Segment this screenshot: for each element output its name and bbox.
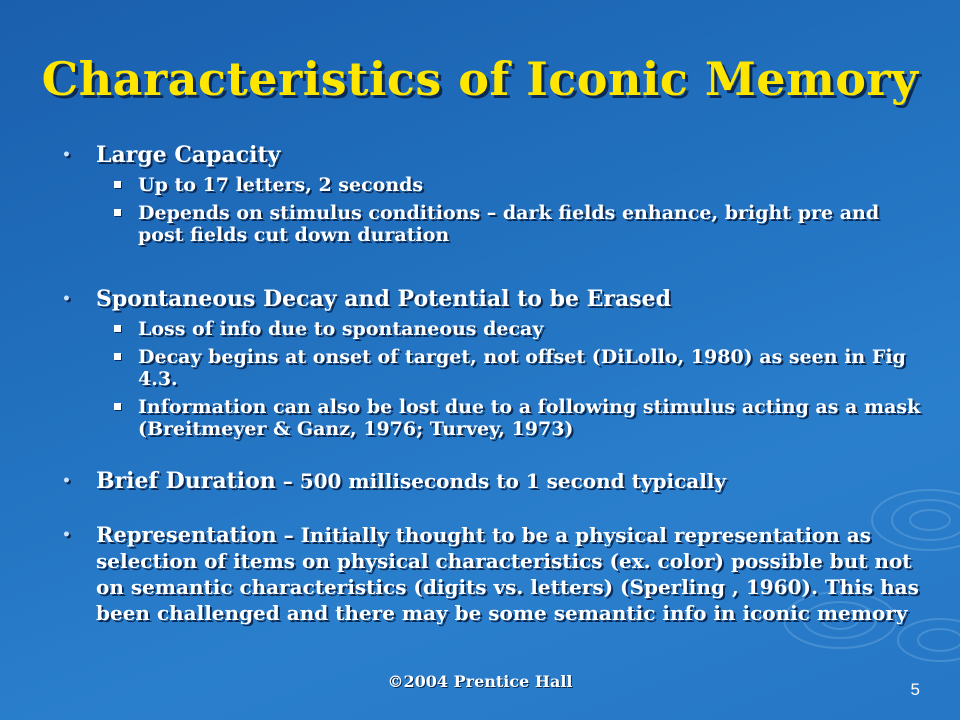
- bullet-dot: •: [62, 527, 71, 543]
- section-heading: Spontaneous Decay and Potential to be Erased: [96, 286, 672, 312]
- section-brief-duration: [62, 468, 922, 494]
- square-bullet-icon: [114, 353, 121, 360]
- list-item: Depends on stimulus conditions – dark fields enhance, bright pre and post fields cut down duration: [62, 202, 922, 246]
- bullet-dot: •: [62, 291, 71, 307]
- section-heading: Representation: [96, 522, 277, 547]
- slide-title: Characteristics of Iconic Memory: [41, 52, 919, 106]
- bullet-dot: •: [62, 147, 71, 163]
- square-bullet-icon: [114, 403, 121, 410]
- list-item: Decay begins at onset of target, not offset (DiLollo, 1980) as seen in Fig 4.3.: [62, 346, 922, 390]
- square-bullet-icon: [114, 181, 121, 188]
- slide-body: [62, 142, 922, 626]
- section-large-capacity: [62, 142, 922, 168]
- section-decay: [62, 286, 922, 312]
- copyright-footer: ©2004 Prentice Hall: [387, 672, 573, 691]
- section-subheading: – Initially thought to be a physical representation as selection of items on physical characteristics (ex. color) possible but not on semantic characteristics (digits vs. letters) (Sperling , 1960). This has been challenged and there may be some semantic info in iconic memory: [96, 523, 919, 625]
- list-item: Up to 17 letters, 2 seconds: [62, 174, 922, 196]
- page-number: 5: [910, 680, 920, 699]
- square-bullet-icon: [114, 325, 121, 332]
- list-item: Loss of info due to spontaneous decay: [62, 318, 922, 340]
- square-bullet-icon: [114, 209, 121, 216]
- bullet-dot: •: [62, 473, 71, 489]
- section-heading: Large Capacity: [96, 142, 281, 168]
- section-subheading: – 500 milliseconds to 1 second typically: [275, 469, 727, 493]
- section-representation: [62, 522, 922, 626]
- list-item: Information can also be lost due to a following stimulus acting as a mask (Breitmeyer & Ganz, 1976; Turvey, 1973): [62, 396, 922, 440]
- section-heading: Brief Duration: [96, 468, 276, 494]
